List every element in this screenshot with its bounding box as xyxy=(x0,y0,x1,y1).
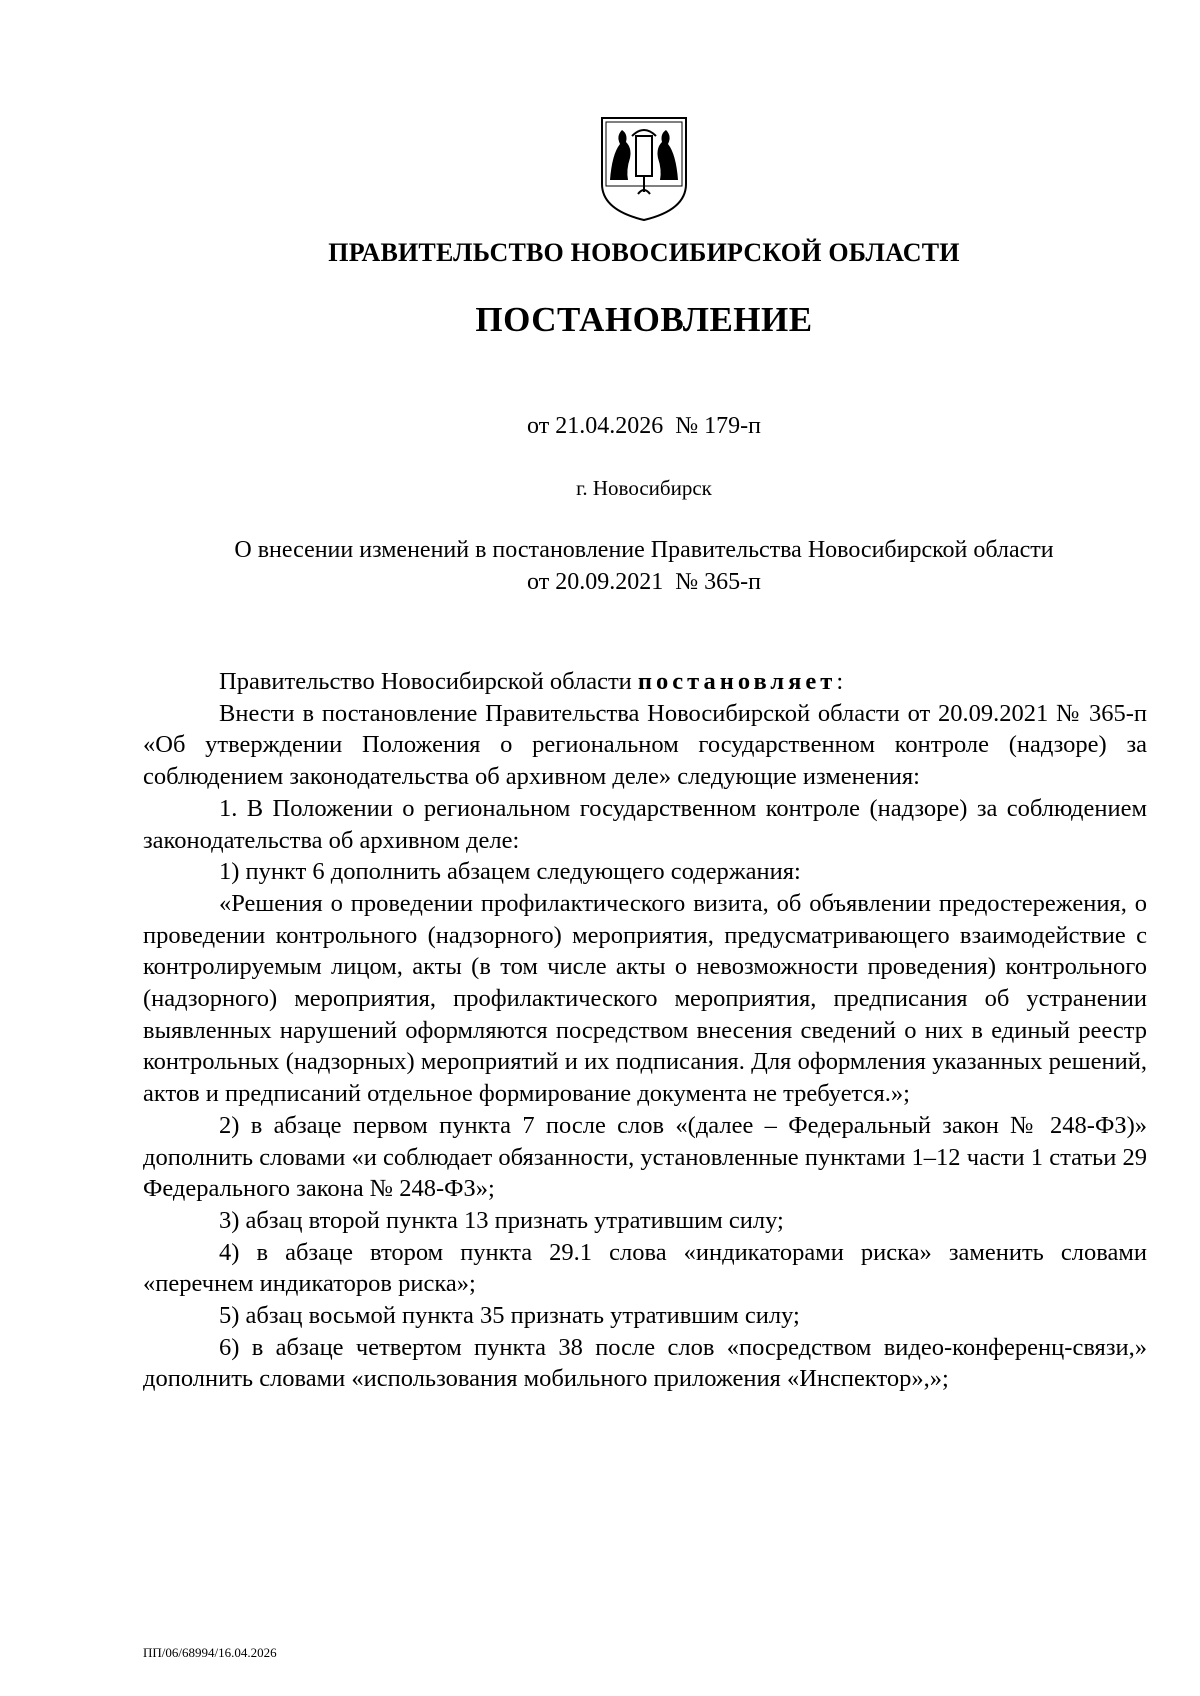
document-number: № 179-п xyxy=(675,413,761,439)
intro-prefix: Правительство Новосибирской области xyxy=(219,668,638,695)
organization-name: ПРАВИТЕЛЬСТВО НОВОСИБИРСКОЙ ОБЛАСТИ xyxy=(328,238,960,267)
body-paragraph: 3) абзац второй пункта 13 признать утратившим силу; xyxy=(219,1206,784,1234)
body-paragraph: 6) в абзаце четвертом пункта 38 после слов «посредством видео-конференц-связи,» дополнить словами «использования мобильного приложения «Инспектор»,»; xyxy=(143,1333,1147,1393)
document-city: г. Новосибирск xyxy=(576,476,712,500)
document-subject xyxy=(150,534,1138,598)
subject-line-1: О внесении изменений в постановление Правительства Новосибирской области xyxy=(234,537,1054,563)
body-paragraph: 4) в абзаце втором пункта 29.1 слова «индикаторами риска» заменить словами «перечнем индикаторов риска»; xyxy=(143,1238,1147,1298)
intro-paragraph xyxy=(143,666,1147,698)
body-paragraph: 1) пункт 6 дополнить абзацем следующего содержания: xyxy=(219,858,801,886)
body-paragraph: 1. В Положении о региональном государственном контроле (надзоре) за соблюдением законодательства об архивном деле: xyxy=(143,794,1147,854)
document-type: ПОСТАНОВЛЕНИЕ xyxy=(475,300,813,339)
body-paragraph: 5) абзац восьмой пункта 35 признать утратившим силу; xyxy=(219,1302,800,1330)
body-paragraph: 2) в абзаце первом пункта 7 после слов «(далее – Федеральный закон № 248-ФЗ)» дополнить словами «и соблюдает обязанности, установленные пунктами 1–12 части 1 статьи 29 Федерального закона № 248-ФЗ»; xyxy=(143,1111,1147,1203)
nsk-coat-of-arms-icon xyxy=(598,114,690,222)
subject-line-2: от 20.09.2021 № 365-п xyxy=(527,569,761,595)
document-date: от 21.04.2026 xyxy=(527,413,664,439)
intro-suffix: : xyxy=(836,668,844,695)
footer-code: ПП/06/68994/16.04.2026 xyxy=(143,1645,277,1660)
body-paragraph: Внести в постановление Правительства Новосибирской области от 20.09.2021 № 365-п «Об утверждении Положения о региональном государственном контроле (надзоре) за соблюдением законодательства об архивном деле» следующие изменения: xyxy=(143,699,1147,791)
document-body xyxy=(143,666,1147,1395)
document-date-number xyxy=(0,413,1200,440)
body-paragraph: «Решения о проведении профилактического визита, об объявлении предостережения, о проведении контрольного (надзорного) мероприятия, предусматривающего взаимодействие с контролируемым лицом, акты (в том числе акты о невозможности проведения) контрольного (надзорного) мероприятия, профилактического мероприятия, предписания об устранении выявленных нарушений оформляются посредством внесения сведений о них в единый реестр контрольных (надзорных) мероприятий и их подписания. Для оформления указанных решений, актов и предписаний отдельное формирование документа не требуется.»; xyxy=(143,889,1147,1108)
intro-verb: постановляет xyxy=(637,668,837,695)
